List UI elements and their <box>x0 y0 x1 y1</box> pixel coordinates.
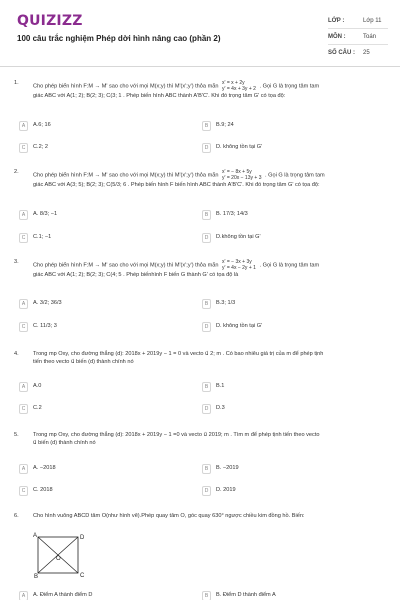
meta-subject-label: MÔN : <box>328 33 346 40</box>
option-d[interactable] <box>202 486 377 497</box>
option-text: D. không tồn tại G' <box>216 144 263 150</box>
option-text: C.1; −1 <box>33 234 52 240</box>
option-letter: B <box>202 382 211 392</box>
option-letter: B <box>202 464 211 474</box>
equation-line: y' = 4x + 3y + 2 <box>222 86 256 93</box>
question-1 <box>14 80 392 150</box>
option-letter: A <box>19 299 28 309</box>
question-stem: Cho phép biến hình F:M → M' sao cho với mọi M(x;y) thì M'(x';y') thỏa mãn <box>33 172 219 179</box>
worksheet-title: 100 câu trắc nghiệm Phép dời hình nâng cao (phần 2) <box>17 34 221 43</box>
question-text <box>33 513 388 521</box>
option-text: B. 17/3; 14/3 <box>216 211 248 217</box>
option-text: C.2; 2 <box>33 144 48 150</box>
option-text: B.3; 1/3 <box>216 300 236 306</box>
question-3 <box>14 259 392 289</box>
option-a[interactable] <box>19 121 194 132</box>
question-number: 1. <box>14 80 19 86</box>
question-line-2: u⃗ biến (d) thành chính nó <box>33 439 96 446</box>
question-text <box>33 259 388 279</box>
equation-line: x' = x + 2y <box>222 80 245 86</box>
option-letter: D <box>202 233 211 243</box>
question-stem-tail: . Gọi G là trọng tâm tam <box>259 83 320 90</box>
option-text: D.không tồn tại G' <box>216 234 261 240</box>
option-a[interactable] <box>19 464 194 475</box>
equation-system <box>220 259 258 272</box>
question-number: 5. <box>14 432 19 438</box>
question-text <box>33 80 388 100</box>
equation-line: x' = − 3x + 3y <box>222 259 252 265</box>
vertex-label-a: A <box>33 533 38 539</box>
option-c[interactable] <box>19 143 194 154</box>
question-stem-tail: . Gọi G là trọng tâm tam <box>265 172 325 179</box>
center-label-o: O <box>56 556 61 562</box>
meta-subject-row <box>328 29 388 45</box>
option-letter: A <box>19 464 28 474</box>
option-b[interactable] <box>202 382 377 393</box>
option-text: B. −2019 <box>216 465 239 471</box>
option-letter: C <box>19 322 28 332</box>
option-b[interactable] <box>202 464 377 475</box>
question-number: 2. <box>14 169 19 175</box>
vertex-label-b: B <box>34 574 39 579</box>
option-letter: C <box>19 233 28 243</box>
option-c[interactable] <box>19 233 194 244</box>
question-line-2: giác ABC với A(1; 2); B(2; 3); C(4; 5 . Phép biếnhình F biến G thành G' có tọa độ là <box>33 271 239 278</box>
worksheet-meta <box>328 13 388 61</box>
option-letter: A <box>19 382 28 392</box>
option-text: A. 8/3; −1 <box>33 211 58 217</box>
option-text: A.0 <box>33 383 42 389</box>
option-letter: D <box>202 404 211 414</box>
option-text: B.9; 24 <box>216 122 234 128</box>
option-d[interactable] <box>202 143 377 154</box>
question-text <box>33 432 388 447</box>
option-letter: A <box>19 121 28 131</box>
option-letter: B <box>202 591 211 600</box>
option-text: A. 3/2; 36/3 <box>33 300 62 306</box>
option-b[interactable] <box>202 210 377 221</box>
option-letter: C <box>19 404 28 414</box>
option-text: D.3 <box>216 405 225 411</box>
option-d[interactable] <box>202 233 377 244</box>
vertex-label-d: D <box>80 535 85 541</box>
option-text: A. −2018 <box>33 465 56 471</box>
option-letter: B <box>202 121 211 131</box>
equation-line: y' = 4x − 2y + 1 <box>222 265 256 272</box>
option-a[interactable] <box>19 382 194 393</box>
option-a[interactable] <box>19 210 194 221</box>
option-text: C.2 <box>33 405 42 411</box>
option-d[interactable] <box>202 404 377 415</box>
option-text: C. 2018 <box>33 487 53 493</box>
option-text: A. Điểm A thành điểm D <box>33 592 93 598</box>
quizizz-logo: QUIZIZZ <box>17 13 83 29</box>
question-stem: Cho phép biến hình F:M → M' sao cho với mọi M(x;y) thì M'(x';y') thỏa mãn <box>33 262 219 269</box>
option-letter: C <box>19 486 28 496</box>
question-2 <box>14 169 392 199</box>
question-number: 6. <box>14 513 19 519</box>
option-letter: B <box>202 210 211 220</box>
question-text <box>33 351 388 366</box>
option-text: A.6; 16 <box>33 122 51 128</box>
question-stem-tail: . Gọi G là trọng tâm tam <box>259 262 320 269</box>
question-line-2: giác ABC với A(1; 2); B(2; 3); C(3; 1 . Phép biến hình ABC thành A'B'C'. Khi đó trọng tâm G' có tọa độ: <box>33 92 286 99</box>
option-letter: A <box>19 210 28 220</box>
vertex-label-c: C <box>80 573 85 579</box>
option-c[interactable] <box>19 486 194 497</box>
question-number: 4. <box>14 351 19 357</box>
option-a[interactable] <box>19 591 194 600</box>
equation-system <box>220 80 258 93</box>
option-text: D. không tồn tại G' <box>216 323 263 329</box>
option-letter: B <box>202 299 211 309</box>
question-5 <box>14 432 392 452</box>
question-stem: Trong mp Oxy, cho đường thẳng (d): 2018x + 2019y − 1 = 0 và vecto u⃗ 2; m . Có bao nhiêu giá trị của m để phép tịnh <box>33 351 324 357</box>
option-d[interactable] <box>202 322 377 333</box>
option-letter: D <box>202 486 211 496</box>
question-number: 3. <box>14 259 19 265</box>
meta-class-label: LỚP : <box>328 17 345 24</box>
option-b[interactable] <box>202 591 377 600</box>
option-text: D. 2019 <box>216 487 236 493</box>
option-a[interactable] <box>19 299 194 310</box>
question-6 <box>14 513 392 523</box>
meta-count-row <box>328 45 388 61</box>
question-stem: Trong mp Oxy, cho đường thẳng (d): 2018x + 2019y − 1 =0 và vecto u⃗ 2019; m . Tìm m để phép tịnh tiến theo vecto <box>33 432 320 438</box>
option-b[interactable] <box>202 121 377 132</box>
option-text: B.1 <box>216 383 225 389</box>
equation-line: y' = 20x − 13y + 3 <box>222 175 262 182</box>
option-b[interactable] <box>202 299 377 310</box>
question-line-2: giác ABC với A(3; 5); B(2; 3); C(5/3; 6 . Phép biến hình F biến hình ABC thành A'B'C'. Khi đó trọng tâm G' có tọa độ: <box>33 181 320 188</box>
option-c[interactable] <box>19 404 194 415</box>
meta-class-value: Lớp 11 <box>363 17 382 24</box>
header-divider <box>0 66 400 67</box>
option-letter: D <box>202 143 211 153</box>
option-c[interactable] <box>19 322 194 333</box>
option-letter: C <box>19 143 28 153</box>
option-text: C. 11/3; 3 <box>33 323 57 329</box>
option-letter: D <box>202 322 211 332</box>
option-letter: A <box>19 591 28 600</box>
question-4 <box>14 351 392 371</box>
option-text: B. Điểm D thành điểm A <box>216 592 276 598</box>
question-line-2: tiến theo vecto u⃗ biến (d) thành chính nó <box>33 358 134 365</box>
meta-count-value: 25 <box>363 50 370 56</box>
meta-subject-value: Toán <box>363 33 377 40</box>
worksheet-header <box>0 0 400 62</box>
question-text <box>33 169 388 189</box>
meta-count-label: SỐ CÂU : <box>328 50 355 56</box>
meta-class-row <box>328 13 388 29</box>
square-figure <box>22 531 86 579</box>
equation-system <box>220 169 263 182</box>
question-stem: Cho phép biến hình F:M → M' sao cho với mọi M(x;y) thì M'(x';y') thỏa mãn <box>33 83 219 90</box>
equation-line: x' = − 8x + 5y <box>222 169 252 175</box>
question-stem: Cho hình vuông ABCD tâm O(như hình vẽ).Phép quay tâm O, góc quay 630° ngược chiều kim đồng hồ. Biến: <box>33 513 305 519</box>
